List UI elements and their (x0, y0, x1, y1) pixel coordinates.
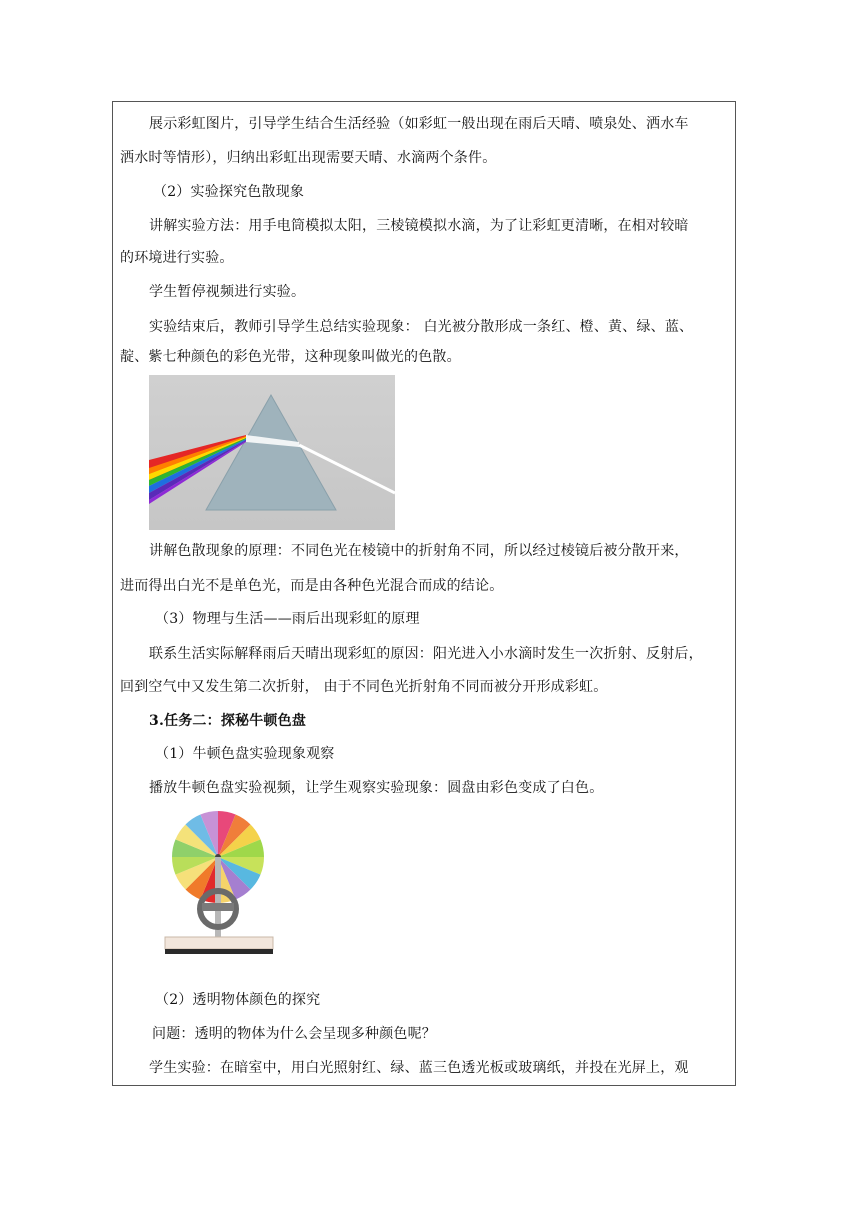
paragraph-line: 讲解实验方法：用手电筒模拟太阳，三棱镜模拟水滴，为了让彩虹更清晰，在相对较暗 (149, 218, 689, 234)
prism-dispersion-image (149, 375, 395, 530)
paragraph-line: 进而得出白光不是单色光，而是由各种色光混合而成的结论。 (120, 578, 504, 594)
paragraph-line: 学生暂停视频进行实验。 (149, 284, 306, 300)
paragraph-line: 洒水时等情形），归纳出彩虹出现需要天晴、水滴两个条件。 (120, 150, 497, 166)
paragraph-line: 学生实验：在暗室中，用白光照射红、绿、蓝三色透光板或玻璃纸，并投在光屏上，观 (149, 1060, 689, 1076)
task-heading: 3.任务二：探秘牛顿色盘 (149, 713, 307, 729)
paragraph-line: 讲解色散现象的原理：不同色光在棱镜中的折射角不同，所以经过棱镜后被分散开来， (149, 543, 689, 559)
section-heading: （3）物理与生活——雨后出现彩虹的原理 (155, 611, 420, 627)
section-heading: （1）牛顿色盘实验现象观察 (155, 746, 335, 762)
paragraph-line: 展示彩虹图片，引导学生结合生活经验（如彩虹一般出现在雨后天晴、喷泉处、洒水车 (149, 116, 689, 132)
paragraph-line: 靛、紫七种颜色的彩色光带，这种现象叫做光的色散。 (120, 349, 461, 365)
paragraph-line: 联系生活实际解释雨后天晴出现彩虹的原因：阳光进入小水滴时发生一次折射、反射后， (149, 646, 703, 662)
newton-color-wheel-image (160, 805, 280, 965)
section-heading: （2）实验探究色散现象 (153, 184, 305, 200)
question-line: 问题：透明的物体为什么会呈现多种颜色呢？ (152, 1026, 436, 1042)
paragraph-line: 实验结束后，教师引导学生总结实验现象： 白光被分散形成一条红、橙、黄、绿、蓝、 (149, 319, 694, 335)
paragraph-line: 播放牛顿色盘实验视频，让学生观察实验现象：圆盘由彩色变成了白色。 (149, 780, 604, 796)
paragraph-line: 回到空气中又发生第二次折射， 由于不同色光折射角不同而被分开形成彩虹。 (120, 679, 608, 695)
paragraph-line: 的环境进行实验。 (120, 250, 234, 266)
section-heading: （2）透明物体颜色的探究 (155, 992, 321, 1008)
